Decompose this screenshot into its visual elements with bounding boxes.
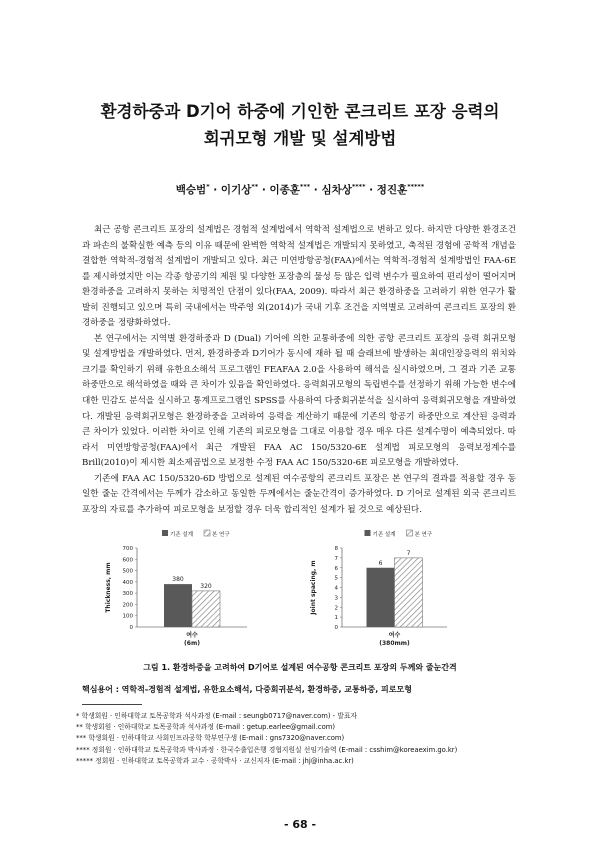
author-list [0,182,600,197]
data-label: 320 [200,582,212,590]
abstract-paragraph-1: 최근 공항 콘크리트 포장의 설계법은 경험적 설계법에서 역학적 설계법으로 변하고 있다. 하지만 다양한 환경조건과 파손의 불확실한 예측 등의 이유 때문에 완벽한 역학적 설계법은 개발되지 못하였고, 축적된 경험에 공학적 개념을 결합한 역학적-경험적 설계법이 개발되고 있다. 최근 미연방항공청(FAA)에서는 역학적-경험적 설계방법인 FAA-6E를 제시하였지만 이는 각종 항공기의 제원 및 다양한 포장층의 물성 등 많은 입력 변수가 필요하여 편리성이 떨어지며 환경하중을 고려하지 못하는 치명적인 단점이 있다(FAA, 2009). 따라서 최근 환경하중을 고려하기 위한 연구가 활발히 진행되고 있으며 특히 국내에서는 박주영 외(2014)가 국내 기후 조건을 지역별로 고려하여 콘크리트 포장의 환경하중을 정량화하였다. [82,225,516,329]
paper-title-line-1: 환경하중과 D기어 하중에 기인한 콘크리트 포장 응력의 [100,102,500,121]
author-separator: · [365,184,377,196]
y-tick-label: 0 [129,625,133,631]
author-name: 이종훈 [269,184,300,196]
author-separator: · [258,184,270,196]
y-tick-label: 4 [334,585,338,592]
legend-swatch [407,530,413,536]
abstract-paragraph-3: 기존에 FAA AC 150/5320-6D 방법으로 설계된 여수공항의 콘크리트 포장은 본 연구의 결과를 적용할 경우 동일한 줄눈 간격에서는 두께가 감소하고 동일한 두께에서는 줄눈간격이 증가하였다. D 기어로 설계된 외국 콘크리트 포장의 자료를 추가하여 피로모형을 보정할 경우 더욱 합리적인 설계가 될 것으로 예상된다. [82,473,516,515]
author-affiliation-mark: *** [299,182,311,191]
author-name: 정진훈 [376,184,408,196]
x-category-label: (380mm) [379,640,410,647]
legend-label: 본 연구 [212,532,230,538]
author-affiliation-mark: ***** [407,182,425,191]
y-tick-label: 6 [334,565,338,572]
abstract [82,223,516,518]
footnote: ***** 정회원 · 인하대학교 토목공학과 교수 · 공학박사 · 교신저자 (E-mail : jhj@inha.ac.kr) [76,756,354,765]
author-separator: · [310,184,322,196]
author-name: 이기상 [220,184,252,196]
legend-swatch [204,530,210,536]
y-tick-label: 1 [334,615,338,622]
thickness-chart [92,526,307,651]
footnote: ** 학생회원 · 인하대학교 토목공학과 석사과정 (E-mail : getup.earlee@gmail.com) [76,723,336,732]
chart-legend [365,530,433,538]
footnote: **** 정회원 · 인하대학교 토목공학과 박사과정 · 한국수출입은행 경협지원실 선임기술역 (E-mail : csshim@koreaexim.go.kr) [76,745,458,754]
page-number: - 68 - [283,818,317,831]
y-tick-label: 8 [334,546,338,552]
bar-existing-design [367,568,395,627]
y-tick-label: 2 [334,605,338,612]
author-separator: · [209,184,221,196]
x-category-label: (6m) [184,640,200,647]
author-affiliation-mark: ** [251,182,259,191]
footnote-divider [82,704,142,705]
y-tick-label: 100 [122,613,133,620]
legend-label: 기존 설계 [372,532,396,538]
author-name: 심차상 [321,184,352,196]
data-label: 6 [378,559,383,567]
author-affiliation-mark: **** [351,182,366,191]
y-tick-label: 600 [122,557,133,564]
x-category-label: 여수 [388,632,401,639]
footnote: *** 학생회원 · 인하대학교 사회인프라공학 학부연구생 (E-mail : gns7320@naver.com) [76,734,345,743]
legend-label: 본 연구 [414,532,433,538]
data-label: 380 [172,576,184,584]
legend-label: 기존 설계 [170,532,194,538]
y-tick-label: 500 [122,568,133,575]
y-axis-label: Thickness, mm [105,562,112,613]
y-tick-label: 0 [334,625,338,631]
bar-this-study [395,558,423,627]
data-label: 7 [406,549,411,557]
footnotes [76,711,536,767]
bar-existing-design [164,584,192,627]
author-name: 백승범 [175,184,207,196]
y-axis-label: Joint spacing, m [310,560,317,615]
bar-this-study [192,591,220,627]
y-tick-label: 300 [122,591,133,598]
keywords: 핵심용어 : 역학적-경험적 설계법, 유한요소해석, 다중회귀분석, 환경하중, 교통하중, 피로모형 [82,685,412,694]
abstract-paragraph-2: 본 연구에서는 지역별 환경하중과 D (Dual) 기어에 의한 교통하중에 의한 공항 콘크리트 포장의 응력 회귀모형 및 설계방법을 개발하였다. 먼저, 환경하중과 D기어가 동시에 재하 될 때 슬래브에 발생하는 최대인장응력의 위치와 크기를 확인하기 위해 유한요소해석 프로그램인 FEAFAA 2.0을 사용하여 해석을 실시하였으며, 그 결과 기존 교통하중만으로 해석하였을 때와 큰 차이가 있음을 확인하였다. 응력회귀모형의 독립변수를 선정하기 위해 가능한 변수에 대한 민감도 분석을 실시하고 통계프로그램인 SPSS를 사용하여 다중회귀분석을 실시하여 응력회귀모형을 개발하였다. 개발된 응력회귀모형은 환경하중을 고려하여 응력을 계산하기 때문에 기존의 항공기 하중만으로 계산된 응력과 큰 차이가 있었다. 이러한 차이로 인해 기존의 피로모형을 그대로 이용할 경우 매우 다른 설계수명이 예측되었다. 따라서 미연방항공청(FAA)에서 최근 개발된 FAA AC 150/5320-6E 설계법 피로모형의 응력보정계수를 Brill(2010)이 제시한 최소제곱법으로 보정한 수정 FAA AC 150/5320-6E 피로모형을 개발하였다. [82,333,516,469]
author-affiliation-mark: * [206,182,210,191]
figure-caption: 그림 1. 환경하중을 고려하여 D기어로 설계된 여수공항 콘크리트 포장의 두께와 줄눈간격 [143,663,457,672]
y-tick-label: 200 [122,602,133,609]
legend-swatch [365,530,371,536]
chart-svg [297,526,507,651]
chart-svg [92,526,307,651]
y-tick-label: 700 [122,546,133,552]
legend-swatch [162,530,168,536]
footnote: * 학생회원 · 인하대학교 토목공학과 석사과정 (E-mail : seungb0717@naver.com) - 발표자 [76,712,357,720]
y-tick-label: 5 [334,575,338,582]
x-category-label: 여수 [186,632,198,639]
joint-spacing-chart [297,526,507,651]
y-tick-label: 3 [334,595,338,602]
paper-title-line-2: 회귀모형 개발 및 설계방법 [203,129,397,148]
y-tick-label: 7 [334,555,338,562]
y-tick-label: 400 [122,579,133,586]
chart-legend [162,530,230,538]
